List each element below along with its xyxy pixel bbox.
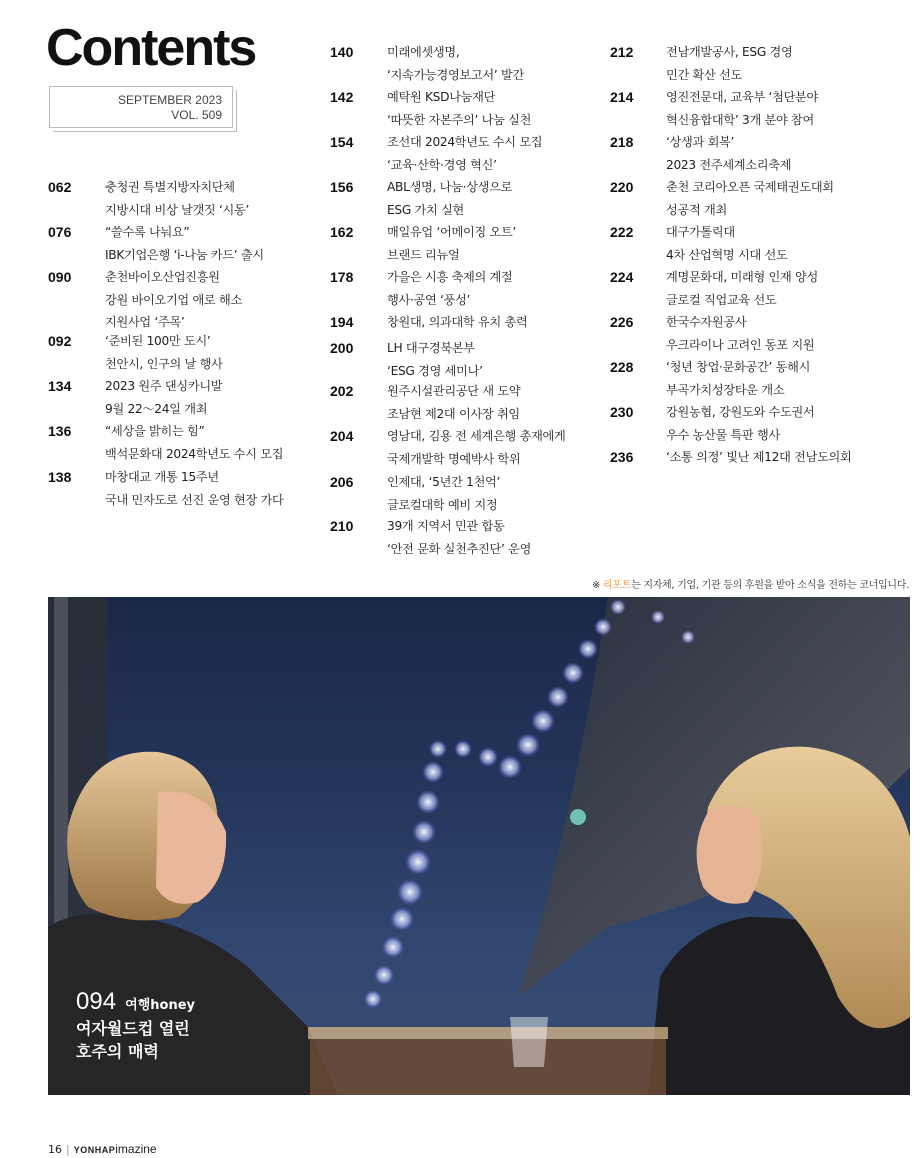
toc-page-number: 134	[48, 378, 72, 394]
toc-page-number: 142	[330, 89, 354, 105]
toc-entry-line: 부곡가치성장타운 개소	[666, 382, 785, 397]
toc-page-number: 136	[48, 423, 72, 439]
toc-entry-line: 지방시대 비상 날갯짓 ‘시동’	[105, 202, 250, 217]
toc-entry-line: 강원 바이오기업 애로 해소	[105, 292, 242, 307]
toc-entry-line: ‘안전 문화 실천추진단’ 운영	[387, 541, 532, 556]
toc-entry-line: 춘천 코리아오픈 국제태권도대회	[666, 180, 834, 194]
toc-entry-text	[666, 446, 852, 469]
toc-entry-text	[105, 466, 284, 511]
issue-volume: VOL. 509	[171, 108, 222, 122]
toc-page-number: 202	[330, 383, 354, 399]
issue-date: SEPTEMBER 2023	[117, 93, 222, 107]
toc-entry-line: 행사·공연 ‘풍성’	[387, 292, 471, 307]
toc-entry-text	[666, 266, 818, 311]
sponsor-note: ※ 리포트는 지자체, 기업, 기관 등의 후원을 받아 소식을 전하는 코너입니다.	[592, 580, 909, 591]
toc-entry-text	[387, 311, 528, 334]
toc-entry-line: 브랜드 리뉴얼	[387, 247, 460, 262]
toc-page-number: 156	[330, 179, 354, 195]
toc-page-number: 138	[48, 469, 72, 485]
toc-page-number: 162	[330, 224, 354, 240]
toc-entry-text	[666, 86, 818, 131]
toc-entry[interactable]	[330, 337, 483, 382]
toc-entry-text	[387, 471, 500, 516]
toc-entry[interactable]	[610, 446, 852, 469]
table-edge	[308, 1027, 668, 1039]
toc-entry[interactable]	[48, 176, 249, 221]
toc-entry[interactable]	[330, 311, 528, 334]
toc-entry[interactable]	[610, 176, 834, 221]
feature-page-number: 094	[76, 988, 117, 1015]
note-text: 는 지자체, 기업, 기관 등의 후원을 받아 소식을 전하는 코너입니다.	[631, 580, 909, 591]
toc-entry-line: 인제대, ‘5년간 1천억’	[387, 475, 501, 489]
footer-brand: YONHAP	[73, 1145, 116, 1155]
toc-entry-text	[666, 401, 814, 446]
toc-entry-line: 우수 농산물 특판 행사	[666, 427, 780, 442]
toc-entry-text	[105, 330, 223, 375]
toc-entry[interactable]	[330, 131, 542, 176]
toc-entry-line: ‘따뜻한 자본주의’ 나눔 실천	[387, 112, 532, 127]
toc-entry-text	[387, 337, 483, 382]
toc-page-number: 210	[330, 518, 354, 534]
toc-entry-text	[666, 176, 834, 221]
toc-entry-line: ABL생명, 나눔·상생으로	[387, 180, 513, 194]
toc-entry-text	[387, 266, 512, 311]
toc-page-number: 076	[48, 224, 72, 240]
toc-entry-line: ‘소통 의정’ 빛난 제12대 전남도의회	[666, 450, 852, 464]
toc-entry-text	[105, 266, 242, 334]
toc-entry-line: 창원대, 의과대학 유치 총력	[387, 315, 528, 329]
toc-entry-line: 강원농협, 강원도와 수도권서	[666, 405, 815, 419]
footer-separator: |	[66, 1143, 70, 1156]
toc-entry[interactable]	[610, 86, 818, 131]
toc-page-number: 230	[610, 404, 634, 420]
toc-entry-line: 4차 산업혁명 시대 선도	[666, 247, 788, 262]
toc-entry-line: IBK기업은행 ‘i-나눔 카드’ 출시	[105, 247, 264, 262]
toc-entry[interactable]	[48, 375, 222, 420]
toc-entry-line: LH 대구경북본부	[387, 341, 475, 355]
toc-entry[interactable]	[610, 401, 814, 446]
feature-title-line2: 호주의 매력	[76, 1042, 159, 1061]
feature-title-line1: 여자월드컵 열린	[76, 1019, 190, 1038]
toc-page-number: 062	[48, 179, 72, 195]
toc-entry-line: 영진전문대, 교육부 ‘첨단분야	[666, 90, 818, 104]
toc-entry-text	[105, 176, 249, 221]
issue-box	[49, 86, 233, 128]
toc-entry-text	[666, 311, 814, 356]
toc-entry-line: ‘ESG 경영 세미나’	[387, 363, 483, 378]
toc-entry[interactable]	[330, 221, 516, 266]
toc-entry-text	[105, 375, 222, 420]
toc-page-number: 206	[330, 474, 354, 490]
feature-caption[interactable]	[76, 988, 195, 1062]
toc-page-number: 236	[610, 449, 634, 465]
toc-entry-text	[105, 221, 264, 266]
toc-entry-line: 조선대 2024학년도 수시 모집	[387, 135, 543, 149]
footer-page-number: 16	[48, 1143, 62, 1156]
toc-page-number: 228	[610, 359, 634, 375]
toc-page-number: 222	[610, 224, 634, 240]
toc-page-number: 092	[48, 333, 72, 349]
glass	[510, 1017, 548, 1067]
toc-entry[interactable]	[610, 131, 791, 176]
toc-entry[interactable]	[48, 330, 223, 375]
toc-entry-line: 지원사업 ‘주목’	[105, 315, 185, 329]
toc-entry[interactable]	[48, 466, 284, 511]
toc-entry-line: 마창대교 개통 15주년	[105, 470, 219, 484]
toc-entry-line: 39개 지역서 민관 합동	[387, 519, 505, 533]
toc-entry-text	[666, 356, 810, 401]
toc-entry[interactable]	[610, 41, 793, 86]
toc-entry-line: 전남개발공사, ESG 경영	[666, 45, 793, 59]
toc-entry-line: 매일유업 ‘어메이징 오트’	[387, 225, 517, 239]
toc-entry-line: 국제개발학 명예박사 학위	[387, 451, 521, 466]
footer-magazine: imazine	[115, 1142, 157, 1156]
toc-entry-line: 글로컬대학 예비 지정	[387, 497, 498, 512]
toc-entry-text	[387, 86, 531, 131]
toc-page-number: 214	[610, 89, 634, 105]
toc-entry[interactable]	[330, 176, 512, 221]
toc-page-number: 140	[330, 44, 354, 60]
toc-entry-line: 성공적 개최	[666, 202, 727, 217]
toc-page-number: 226	[610, 314, 634, 330]
toc-entry-line: 민간 확산 선도	[666, 67, 742, 82]
toc-entry-line: 미래에셋생명,	[387, 45, 460, 59]
toc-entry-text	[387, 425, 566, 470]
toc-page-number: 178	[330, 269, 354, 285]
feature-section: 여행honey	[125, 998, 195, 1013]
toc-entry-line: ‘교육·산학·경영 혁신’	[387, 157, 497, 172]
page-footer	[48, 1142, 157, 1156]
toc-entry[interactable]	[330, 266, 512, 311]
toc-entry-line: 혁신융합대학’ 3개 분야 참여	[666, 112, 814, 127]
toc-entry-line: 국내 민자도로 선진 운영 현장 가다	[105, 492, 284, 507]
toc-entry[interactable]	[330, 471, 500, 516]
page-title: Contents	[46, 19, 256, 77]
note-highlight: 리포트	[603, 580, 632, 591]
toc-page-number: 218	[610, 134, 634, 150]
toc-entry-line: 우크라이나 고려인 동포 지원	[666, 337, 815, 352]
toc-entry-line: 예탁원 KSD나눔재단	[387, 90, 496, 104]
toc-entry-text	[666, 41, 793, 86]
toc-entry-line: 조남현 제2대 이사장 취임	[387, 406, 520, 421]
toc-entry-line: 2023 전주세계소리축제	[666, 157, 792, 172]
toc-entry-line: 영남대, 김용 전 세계은행 총재에게	[387, 429, 566, 443]
toc-entry[interactable]	[48, 221, 264, 266]
toc-entry[interactable]	[330, 425, 566, 470]
toc-entry-text	[666, 221, 787, 266]
toc-entry-text	[387, 131, 542, 176]
toc-entry[interactable]	[330, 41, 524, 86]
toc-entry-text	[387, 515, 531, 560]
toc-entry-line: 가을은 시흥 축제의 계절	[387, 270, 513, 284]
toc-entry[interactable]	[610, 356, 810, 401]
toc-entry-text	[666, 131, 791, 176]
toc-entry-line: 글로컬 직업교육 선도	[666, 292, 777, 307]
toc-entry[interactable]	[330, 86, 531, 131]
toc-page-number: 200	[330, 340, 354, 356]
toc-entry-line: “세상을 밝히는 힘”	[105, 424, 205, 438]
toc-entry[interactable]	[610, 221, 787, 266]
toc-entry-line: 충청권 특별지방자치단체	[105, 180, 235, 194]
toc-entry[interactable]	[48, 266, 242, 334]
toc-entry-line: ‘상생과 회복’	[666, 135, 735, 149]
table	[310, 1039, 666, 1095]
toc-entry[interactable]	[610, 311, 814, 356]
toc-entry-text	[387, 221, 516, 266]
toc-entry-line: 대구가톨릭대	[666, 225, 735, 239]
toc-entry-line: 천안시, 인구의 날 행사	[105, 356, 223, 371]
toc-entry-line: ESG 가치 실현	[387, 202, 465, 217]
toc-entry-line: ‘준비된 100만 도시’	[105, 334, 211, 348]
toc-entry-line: 계명문화대, 미래형 인재 양성	[666, 270, 818, 284]
toc-entry-text	[387, 176, 512, 221]
toc-entry[interactable]	[610, 266, 818, 311]
toc-page-number: 154	[330, 134, 354, 150]
toc-entry-text	[387, 380, 520, 425]
toc-page-number: 212	[610, 44, 634, 60]
toc-entry-line: ‘청년 창업·문화공간’ 동해시	[666, 360, 811, 374]
toc-page-number: 224	[610, 269, 634, 285]
toc-entry[interactable]	[330, 380, 520, 425]
toc-entry-line: 춘천바이오산업진흥원	[105, 270, 220, 284]
toc-page-number: 194	[330, 314, 354, 330]
toc-entry-line: “쓸수록 나눠요”	[105, 225, 190, 239]
toc-entry-line: 한국수자원공사	[666, 315, 747, 329]
toc-entry[interactable]	[330, 515, 531, 560]
toc-page-number: 090	[48, 269, 72, 285]
toc-entry-line: ‘지속가능경영보고서’ 발간	[387, 67, 524, 82]
toc-entry-text	[105, 420, 283, 465]
toc-entry-line: 2023 원주 댄싱카니발	[105, 379, 223, 393]
toc-entry-line: 원주시설관리공단 새 도약	[387, 384, 521, 398]
toc-entry-line: 백석문화대 2024학년도 수시 모집	[105, 446, 284, 461]
toc-page-number: 204	[330, 428, 354, 444]
toc-entry[interactable]	[48, 420, 283, 465]
toc-page-number: 220	[610, 179, 634, 195]
toc-entry-line: 9월 22～24일 개최	[105, 401, 208, 416]
toc-entry-text	[387, 41, 524, 86]
